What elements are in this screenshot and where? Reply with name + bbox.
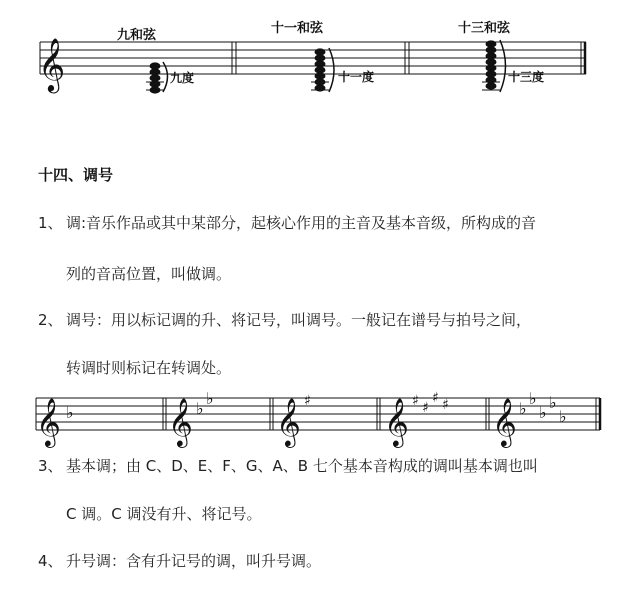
treble-clef-icon: 𝄞: [168, 397, 193, 446]
para-2-line-1: 调号：用以标记调的升、将记号，叫调号。一般记在谱号与拍号之间，: [66, 311, 532, 329]
sharp-icon: ♯: [412, 393, 419, 409]
interval-thirteenth: 十三度: [508, 70, 545, 84]
treble-clef-icon: 𝄞: [492, 397, 517, 446]
para-4-number: 4、: [38, 552, 63, 570]
flat-icon: ♭: [196, 399, 204, 418]
section-heading: 十四、调号: [38, 166, 114, 184]
chord-staff: [0, 0, 640, 110]
para-3-line-1: 基本调；由 C、D、E、F、G、A、B 七个基本音构成的调叫基本调也叫: [66, 457, 538, 475]
sharp-icon: ♯: [442, 397, 449, 413]
sharp-icon: ♯: [432, 390, 439, 406]
para-2-line-2: 转调时则标记在转调处。: [66, 359, 232, 377]
flat-icon: ♭: [549, 393, 557, 412]
interval-ninth: 九度: [170, 71, 195, 85]
para-1-number: 1、: [38, 214, 63, 232]
para-3-number: 3、: [38, 457, 63, 475]
chord-title-eleventh: 十一和弦: [271, 21, 324, 36]
flat-icon: ♭: [206, 389, 214, 408]
treble-clef-icon: 𝄞: [36, 397, 61, 446]
treble-clef-icon: 𝄞: [276, 397, 301, 446]
flat-icon: ♭: [559, 407, 567, 426]
para-1-line-1: 调:音乐作品或其中某部分，起核心作用的主音及基本音级，所构成的音: [66, 214, 537, 232]
treble-clef-icon: 𝄞: [384, 397, 409, 446]
chord-title-thirteenth: 十三和弦: [458, 21, 511, 36]
eleventh-chord-notes: [311, 48, 334, 92]
sharp-icon: ♯: [422, 400, 429, 416]
para-3-line-2: C 调。C 调没有升、将记号。: [66, 505, 262, 523]
para-1-line-2: 列的音高位置，叫做调。: [66, 265, 232, 283]
treble-clef-icon: 𝄞: [38, 37, 66, 91]
flat-icon: ♭: [539, 403, 547, 422]
ninth-chord-notes: [146, 62, 168, 94]
para-4-line-1: 升号调：含有升记号的调，叫升号调。: [66, 552, 322, 570]
flat-icon: ♭: [529, 389, 537, 408]
flat-icon: ♭: [66, 403, 74, 422]
sharp-icon: ♯: [304, 393, 311, 409]
chord-title-ninth: 九和弦: [117, 28, 157, 43]
para-2-number: 2、: [38, 311, 63, 329]
flat-icon: ♭: [519, 399, 527, 418]
key-signature-staff: [0, 390, 640, 450]
interval-eleventh: 十一度: [338, 70, 375, 84]
